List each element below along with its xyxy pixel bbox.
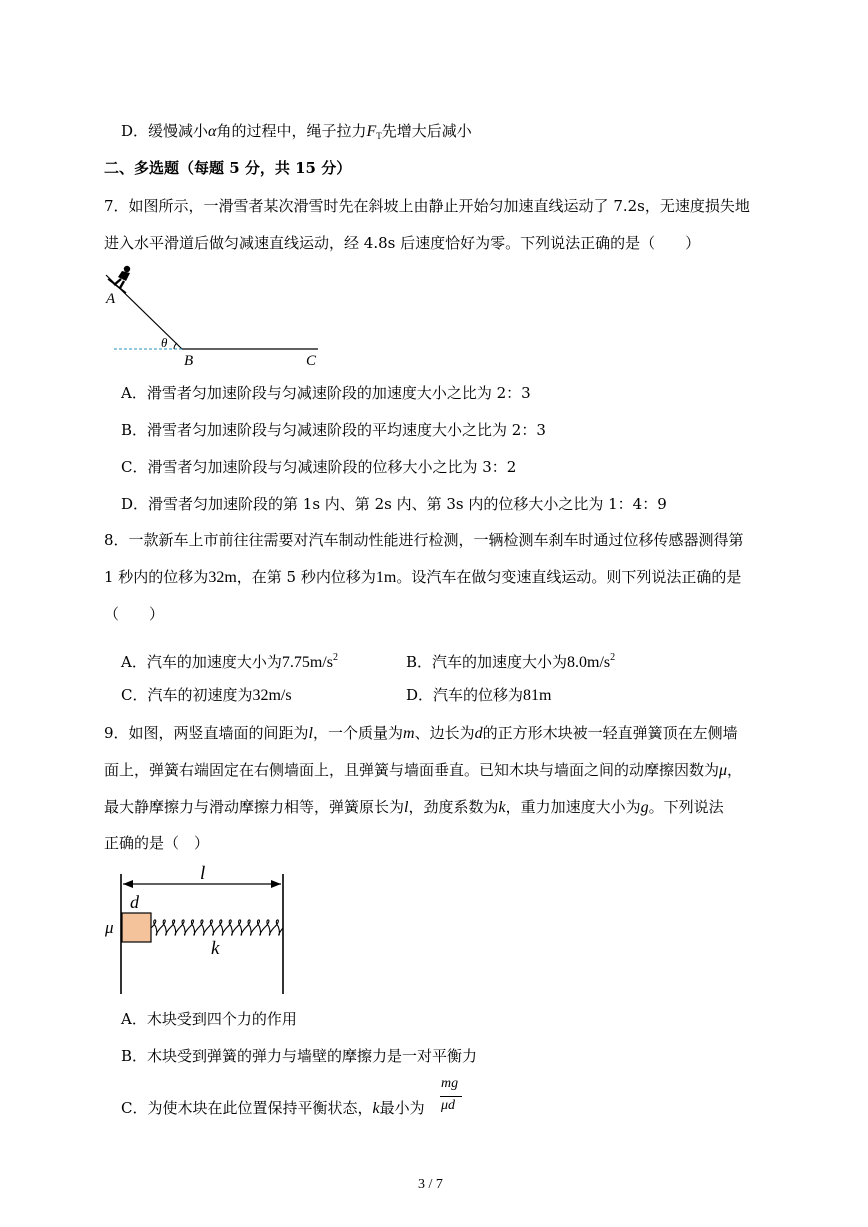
q7-stem-line1: 7．如图所示，一滑雪者某次滑雪时先在斜坡上由静止开始匀加速直线运动了 7.2s，无速度损失地	[104, 197, 750, 215]
point-a-label: A	[106, 291, 116, 307]
length-symbol-2: l	[404, 799, 409, 816]
k-symbol: k	[498, 799, 506, 816]
q8-c-text: C．汽车的初速度为	[121, 686, 253, 704]
q9-text-1d: 的正方形木块被一轻直弹簧顶在左侧墙	[482, 724, 738, 742]
fraction-numerator: mg	[441, 1076, 459, 1091]
q7-option-a: A．滑雪者匀加速阶段与匀减速阶段的加速度大小之比为 2：3	[121, 384, 531, 402]
q8-a-text: A．汽车的加速度大小为	[121, 653, 282, 671]
q9-text-2a: 面上，弹簧右端固定在右侧墙面上，且弹簧与墙面垂直。已知木块与墙面之间的动摩擦因数为	[104, 761, 720, 779]
q9-text-2b: ，	[727, 761, 743, 779]
arrow-left-icon	[123, 880, 133, 888]
q9-stem-line1	[104, 723, 738, 744]
q8-text-3: 。设汽车在做匀变速直线运动。则下列说法正确的是	[396, 568, 742, 586]
q8-a-exponent: 2	[332, 652, 338, 663]
q8-b-value: 8.0m/s	[567, 654, 611, 671]
q7-option-c: C．滑雪者匀加速阶段与匀减速阶段的位移大小之比为 3：2	[121, 458, 517, 476]
q8-stem-line3: （ ）	[104, 605, 165, 623]
g-symbol: g	[640, 799, 649, 816]
side-symbol: d	[474, 725, 483, 742]
q9-option-a: A．木块受到四个力的作用	[121, 1010, 297, 1028]
q9-option-c	[121, 1098, 425, 1119]
q6-d-text-1: D．缓慢减小	[121, 122, 209, 140]
q9-text-3d: 。下列说法	[648, 798, 724, 816]
q8-c-value: 32m/s	[252, 687, 292, 704]
force-symbol: F	[366, 123, 377, 140]
stiffness-label: k	[211, 938, 220, 959]
q8-b-text: B．汽车的加速度大小为	[406, 653, 568, 671]
k-symbol-option: k	[372, 1100, 380, 1117]
q6-d-text-3: 先增大后减小	[381, 122, 472, 140]
q7-stem-line2: 进入水平滑道后做匀减速直线运动，经 4.8s 后速度恰好为零。下列说法正确的是（ ）	[104, 234, 701, 252]
q8-a-value: 7.75m/s	[281, 654, 333, 671]
q9-stem-line3	[104, 797, 724, 818]
q9-stem-line2	[104, 760, 742, 781]
q8-option-b	[406, 648, 615, 673]
q6-d-text-2: 角的过程中，绳子拉力	[216, 122, 367, 140]
point-c-label: C	[306, 353, 317, 369]
q8-value-1: 32m	[208, 569, 237, 586]
q9-text-3c: ，重力加速度大小为	[505, 798, 641, 816]
mass-symbol: m	[403, 725, 415, 742]
q9-c-text-2: 最小为	[379, 1099, 425, 1117]
q9-c-text: C．为使木块在此位置保持平衡状态，	[121, 1099, 373, 1117]
q9-text-3a: 最大静摩擦力与滑动摩擦力相等，弹簧原长为	[104, 798, 405, 816]
alpha-symbol: α	[208, 123, 217, 140]
q8-text-1: 1 秒内的位移为	[104, 568, 209, 586]
q9-text-1a: 9．如图，两竖直墙面的间距为	[104, 724, 309, 742]
q8-b-exponent: 2	[610, 652, 616, 663]
point-b-label: B	[184, 353, 194, 369]
q9-option-b: B．木块受到弹簧的弹力与墙壁的摩擦力是一对平衡力	[121, 1047, 478, 1065]
q9-text-1b: ，一个质量为	[313, 724, 404, 742]
q7-figure	[100, 265, 330, 370]
q8-value-2: 1m	[375, 569, 397, 586]
q9-stem-line4: 正确的是（ ）	[104, 834, 210, 852]
friction-coefficient-label: μ	[105, 918, 114, 937]
mu-symbol: μ	[719, 762, 728, 779]
gap-length-label: l	[200, 863, 206, 884]
page-number: 3 / 7	[418, 1177, 443, 1192]
q7-option-d: D．滑雪者匀加速阶段的第 1s 内、第 2s 内、第 3s 内的位移大小之比为 1：4：9	[121, 495, 667, 513]
q6-option-d	[121, 121, 472, 146]
q8-stem-line1: 8．一款新车上市前往往需要对汽车制动性能进行检测，一辆检测车刹车时通过位移传感器测得第	[104, 531, 744, 549]
spring-coil	[151, 920, 283, 935]
fraction-denominator: μd	[441, 1098, 456, 1113]
q9-figure	[102, 862, 292, 997]
q8-stem-line2	[104, 567, 741, 588]
q9-text-1c: 、边长为	[414, 724, 475, 742]
q7-option-b: B．滑雪者匀加速阶段与匀减速阶段的平均速度大小之比为 2：3	[121, 421, 546, 439]
q8-option-d	[406, 685, 551, 706]
arrow-right-icon	[271, 880, 281, 888]
fraction-bar	[440, 1096, 462, 1097]
wood-block	[122, 913, 151, 942]
q8-text-2: ，在第 5 秒内位移为	[236, 568, 376, 586]
angle-arc	[174, 343, 177, 349]
theta-label: θ	[161, 335, 168, 350]
q8-d-text: D．汽车的位移为	[406, 686, 524, 704]
section-title: 二、多选题（每题 5 分，共 15 分）	[104, 159, 352, 177]
q9-text-3b: ，劲度系数为	[408, 798, 499, 816]
q8-option-c	[121, 685, 292, 706]
force-subscript: T	[376, 131, 382, 141]
q8-option-a	[121, 648, 338, 673]
side-length-label: d	[130, 892, 139, 912]
q8-d-value: 81m	[523, 687, 552, 704]
length-symbol: l	[308, 725, 313, 742]
